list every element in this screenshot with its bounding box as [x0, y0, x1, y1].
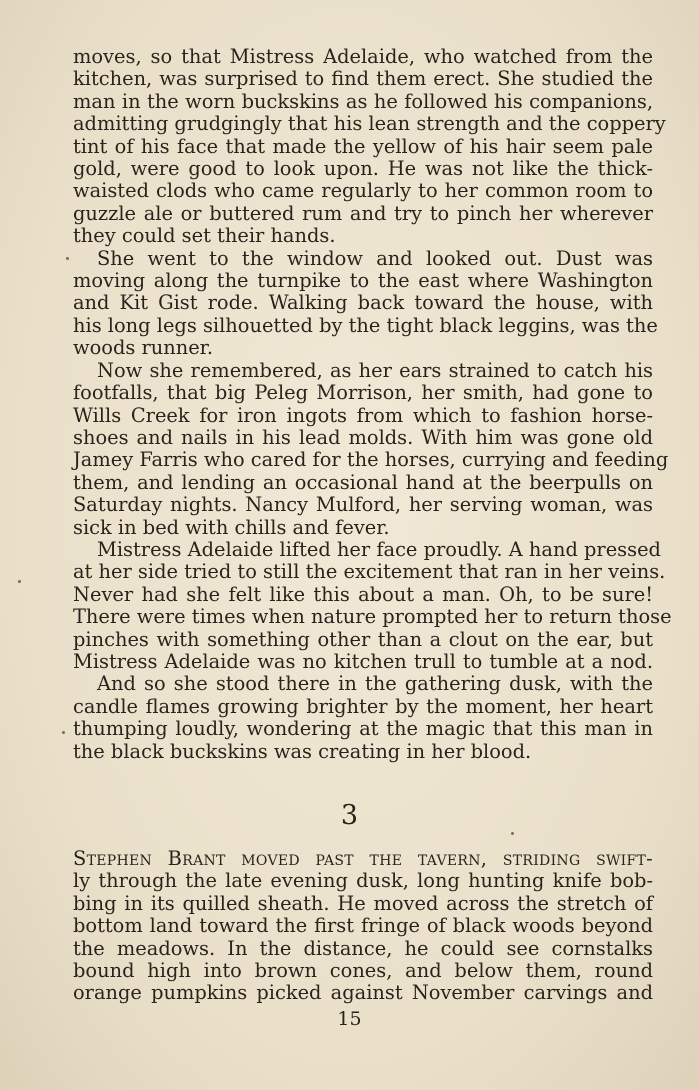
- text-line: shoes and nails in his lead molds. With him was gone old: [73, 425, 653, 449]
- text-line: they could set their hands.: [73, 224, 336, 248]
- text-line: his long legs silhouetted by the tight black leggins, was the: [73, 313, 658, 337]
- page-number: 15: [337, 1008, 362, 1030]
- text-line: orange pumpkins picked against November carvings and: [73, 981, 653, 1005]
- text-line: moving along the turnpike to the east where Washington: [73, 269, 653, 293]
- text-line: thumping loudly, wondering at the magic that this man in: [73, 717, 653, 741]
- text-line: pinches with something other than a clout on the ear, but: [73, 627, 653, 651]
- text-line: candle flames growing brighter by the moment, her heart: [73, 694, 653, 718]
- text-line: Saturday nights. Nancy Mulford, her serving woman, was: [73, 493, 653, 517]
- paper-speck: [62, 731, 65, 734]
- text-line: sick in bed with chills and fever.: [73, 515, 390, 539]
- text-line: guzzle ale or buttered rum and try to pinch her wherever: [73, 201, 653, 225]
- text-line: footfalls, that big Peleg Morrison, her smith, had gone to: [73, 381, 653, 405]
- text-line: kitchen, was surprised to find them erect. She studied the: [73, 67, 653, 91]
- text-line: She went to the window and looked out. Dust was: [97, 246, 653, 270]
- text-line: There were times when nature prompted her to return those: [73, 605, 672, 629]
- chapter-number: 3: [340, 800, 359, 831]
- text-line: And so she stood there in the gathering dusk, with the: [97, 672, 653, 696]
- text-line: man in the worn buckskins as he followed his companions,: [73, 89, 653, 113]
- text-line: Never had she felt like this about a man. Oh, to be sure!: [73, 582, 653, 606]
- chapter-opening-line: Stephen Brant moved past the tavern, striding swift-: [73, 847, 653, 870]
- text-line: Mistress Adelaide lifted her face proudly. A hand pressed: [97, 537, 661, 561]
- text-line: gold, were good to look upon. He was not like the thick-: [73, 157, 653, 181]
- paper-speck: [511, 832, 514, 835]
- text-line: at her side tried to still the excitement that ran in her veins.: [73, 560, 666, 584]
- text-line: admitting grudgingly that his lean strength and the coppery: [73, 112, 666, 136]
- paper-speck: [18, 580, 21, 583]
- body-text-top: [73, 45, 672, 763]
- text-line: bound high into brown cones, and below them, round: [73, 959, 653, 983]
- text-line: them, and lending an occasional hand at the beerpulls on: [73, 470, 653, 494]
- text-line: woods runner.: [73, 336, 213, 360]
- text-line: Jamey Farris who cared for the horses, currying and feeding: [73, 448, 669, 472]
- text-line: the meadows. In the distance, he could see cornstalks: [73, 936, 653, 960]
- text-line: the black buckskins was creating in her blood.: [73, 739, 532, 763]
- text-line: and Kit Gist rode. Walking back toward the house, with: [73, 291, 653, 315]
- text-line: Wills Creek for iron ingots from which to fashion horse-: [73, 403, 653, 427]
- text-line: ly through the late evening dusk, long hunting knife bob-: [73, 869, 653, 893]
- text-line: waisted clods who came regularly to her common room to: [73, 179, 653, 203]
- text-line: Now she remembered, as her ears strained to catch his: [97, 358, 653, 382]
- text-line: Mistress Adelaide was no kitchen trull to tumble at a nod.: [73, 649, 653, 673]
- text-line: tint of his face that made the yellow of his hair seem pale: [73, 134, 653, 158]
- text-line: bottom land toward the first fringe of black woods beyond: [73, 914, 653, 938]
- text-line: bing in its quilled sheath. He moved across the stretch of: [73, 891, 653, 915]
- paper-speck: [66, 257, 69, 260]
- text-line: moves, so that Mistress Adelaide, who watched from the: [73, 45, 653, 68]
- body-text-chapter: [73, 848, 653, 1005]
